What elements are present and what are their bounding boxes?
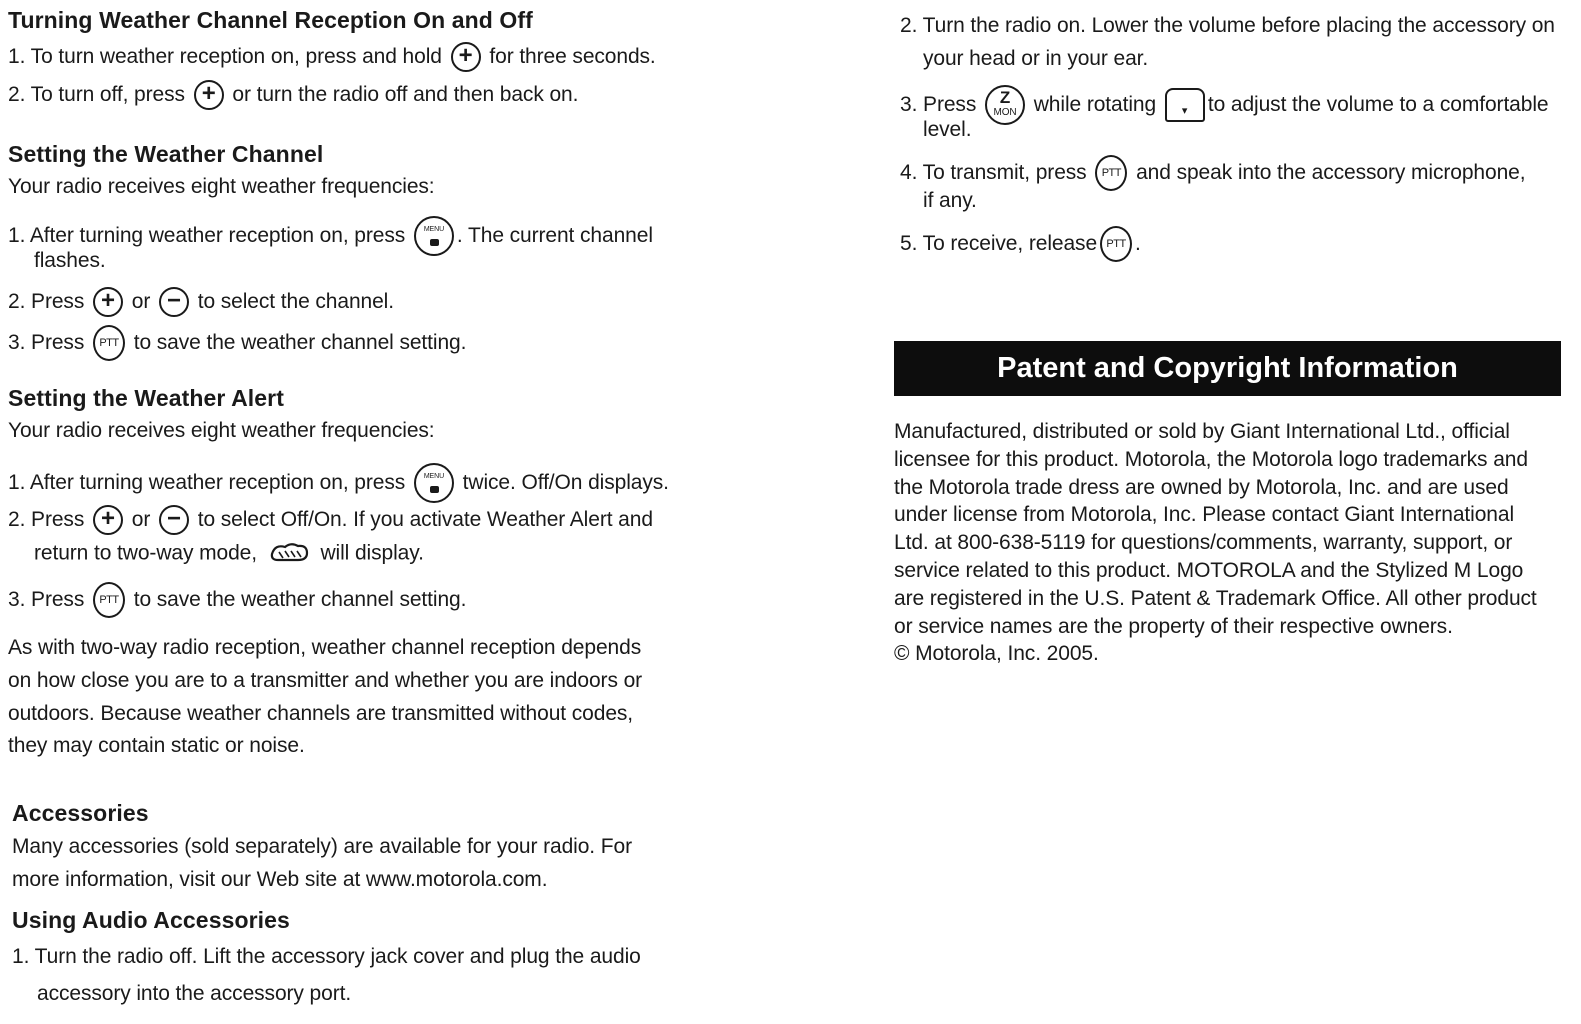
menu-icon-label: MENU — [423, 473, 445, 480]
menu-icon-bar — [430, 486, 439, 493]
paragraph-line: outdoors. Because weather channels are transmitted without codes, — [8, 702, 634, 725]
step-text: 3. Press — [8, 331, 85, 354]
step-text: while rotating — [1033, 93, 1157, 116]
step-text: to save the weather channel setting. — [133, 331, 467, 354]
step-text: 4. To transmit, press — [900, 161, 1087, 184]
ptt-button-icon: PTT — [93, 582, 125, 618]
step-audio-1-cont: accessory into the accessory port. — [37, 982, 352, 1005]
minus-button-icon: − — [159, 505, 189, 535]
paragraph-line: they may contain static or noise. — [8, 734, 305, 757]
accessories-line: Many accessories (sold separately) are available for your radio. For — [12, 835, 632, 858]
step-text: 1. After turning weather reception on, press — [8, 471, 406, 494]
paragraph-line: As with two-way radio reception, weather channel reception depends — [8, 636, 642, 659]
patent-line: Ltd. at 800-638-5119 for questions/comments, warranty, support, or — [894, 531, 1513, 554]
paragraph-line: on how close you are to a transmitter and whether you are indoors or — [8, 669, 643, 692]
volume-knob-icon — [1165, 88, 1205, 122]
patent-line: licensee for this product. Motorola, the Motorola logo trademarks and — [894, 448, 1528, 471]
step-audio-5 — [900, 226, 1141, 262]
step-text: to select the channel. — [197, 290, 394, 313]
accessories-line: more information, visit our Web site at www.motorola.com. — [12, 868, 548, 891]
menu-icon-label: MENU — [423, 226, 445, 233]
step-alert-1 — [8, 463, 669, 503]
step-audio-2: 2. Turn the radio on. Lower the volume before placing the accessory on — [900, 14, 1555, 37]
heading-setting-channel: Setting the Weather Channel — [8, 141, 324, 167]
step-alert-3 — [8, 582, 466, 618]
minus-button-icon: − — [159, 287, 189, 317]
step-text: to select Off/On. If you activate Weather Alert and — [197, 508, 653, 531]
step-text: . The current channel — [456, 224, 653, 247]
monitor-icon-top: Z — [999, 88, 1011, 107]
menu-icon-bar — [430, 239, 439, 246]
step-text: 2. Press — [8, 508, 85, 531]
step-audio-4 — [900, 155, 1526, 191]
step-text: or — [131, 290, 151, 313]
ptt-button-icon: PTT — [1095, 155, 1127, 191]
step-channel-1-cont: flashes. — [34, 249, 106, 272]
menu-button-icon — [414, 463, 454, 503]
intro-setting-channel: Your radio receives eight weather frequencies: — [8, 175, 435, 198]
step-channel-3 — [8, 325, 466, 361]
heading-setting-alert: Setting the Weather Alert — [8, 385, 284, 411]
step-reception-2 — [8, 80, 578, 110]
intro-setting-alert: Your radio receives eight weather frequencies: — [8, 419, 435, 442]
step-text: 3. Press — [900, 93, 977, 116]
step-text: to save the weather channel setting. — [133, 588, 467, 611]
plus-button-icon: + — [451, 42, 481, 72]
step-text: 2. Press — [8, 290, 85, 313]
step-text: 5. To receive, release — [900, 232, 1098, 255]
step-text: to adjust the volume to a comfortable — [1207, 93, 1549, 116]
plus-button-icon: + — [93, 287, 123, 317]
step-text: . — [1135, 232, 1141, 255]
patent-line: service related to this product. MOTOROLA and the Stylized M Logo — [894, 559, 1524, 582]
step-audio-2-cont: your head or in your ear. — [923, 47, 1149, 70]
menu-button-icon — [414, 216, 454, 256]
patent-line: Manufactured, distributed or sold by Giant International Ltd., official — [894, 420, 1510, 443]
heading-reception: Turning Weather Channel Reception On and Off — [8, 7, 533, 33]
patent-line: the Motorola trade dress are owned by Motorola, Inc. and are used — [894, 476, 1509, 499]
step-text: for three seconds. — [489, 45, 656, 68]
patent-line: or service names are the property of their respective owners. — [894, 615, 1453, 638]
ptt-button-icon: PTT — [1100, 226, 1132, 262]
step-audio-3-cont: level. — [923, 118, 972, 141]
patent-line: are registered in the U.S. Patent & Trademark Office. All other product — [894, 587, 1537, 610]
monitor-icon-label: MON — [993, 107, 1017, 118]
step-text: return to two-way mode, — [34, 541, 257, 565]
plus-button-icon: + — [194, 80, 224, 110]
heading-audio-accessories: Using Audio Accessories — [12, 907, 290, 933]
step-text: 3. Press — [8, 588, 85, 611]
step-audio-1: 1. Turn the radio off. Lift the accessory jack cover and plug the audio — [12, 945, 641, 968]
step-alert-2-cont — [34, 541, 424, 565]
copyright-line: © Motorola, Inc. 2005. — [894, 642, 1099, 665]
step-channel-2 — [8, 287, 394, 317]
step-text: 2. To turn off, press — [8, 83, 185, 106]
heading-accessories: Accessories — [12, 800, 149, 826]
plus-button-icon: + — [93, 505, 123, 535]
weather-alert-icon — [267, 541, 311, 565]
step-text: twice. Off/On displays. — [462, 471, 669, 494]
step-alert-2 — [8, 505, 653, 535]
ptt-button-icon: PTT — [93, 325, 125, 361]
step-audio-4-cont: if any. — [923, 189, 977, 212]
step-text: and speak into the accessory microphone, — [1136, 161, 1526, 184]
patent-copyright-banner: Patent and Copyright Information — [894, 341, 1561, 396]
patent-line: under license from Motorola, Inc. Please contact Giant International — [894, 503, 1515, 526]
volume-knob-mark: ▾ — [1181, 105, 1188, 117]
step-text: or turn the radio off and then back on. — [232, 83, 579, 106]
step-text: or — [131, 508, 151, 531]
monitor-button-icon — [985, 85, 1025, 125]
step-audio-3 — [900, 85, 1549, 125]
step-text: will display. — [320, 541, 424, 565]
step-reception-1 — [8, 42, 656, 72]
step-text: 1. To turn weather reception on, press and hold — [8, 45, 442, 68]
step-text: 1. After turning weather reception on, press — [8, 224, 406, 247]
